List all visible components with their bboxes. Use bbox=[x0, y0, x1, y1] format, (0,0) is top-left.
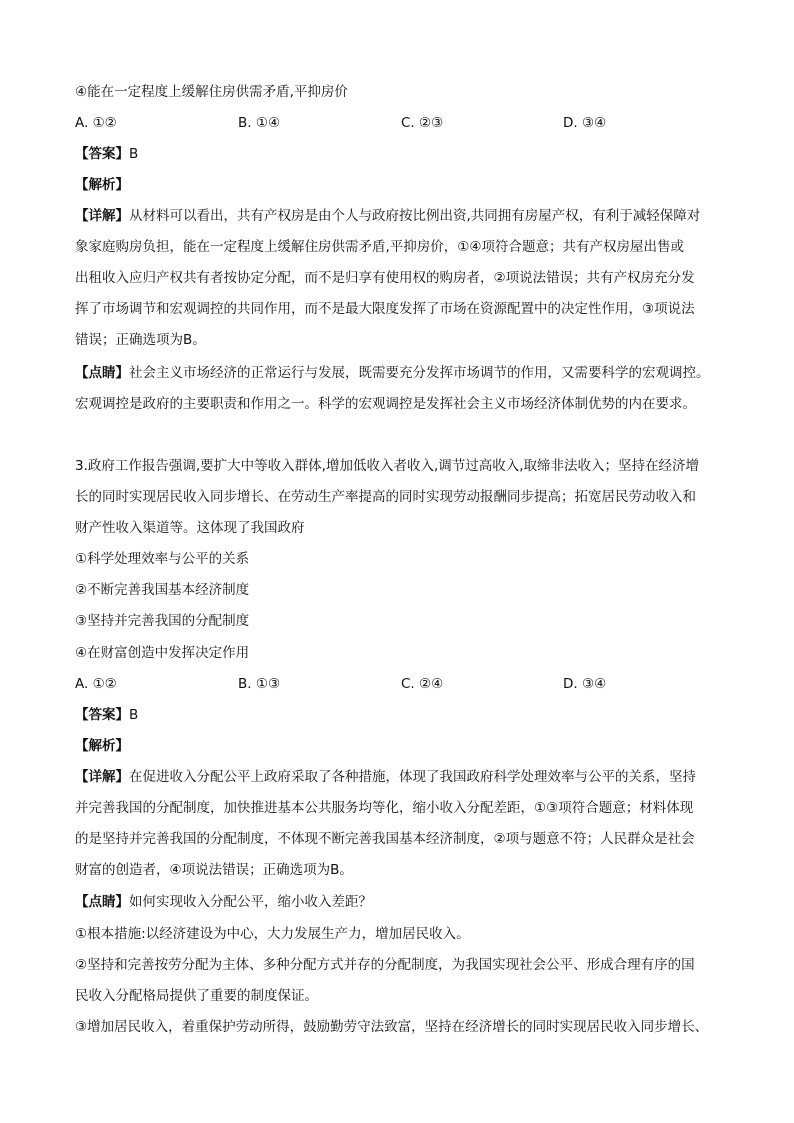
detail-tag: 【详解】 bbox=[75, 208, 129, 224]
q3-option-c: C. ②④ bbox=[401, 676, 444, 692]
q2-option-b: B. ①④ bbox=[238, 115, 281, 131]
q3-comment-line: 民收入分配格局提供了重要的制度保证。 bbox=[75, 988, 318, 1004]
q2-options bbox=[75, 113, 735, 133]
q3-options bbox=[75, 674, 735, 694]
q2-detail-line: 【详解】从材料可以看出，共有产权房是由个人与政府按比例出资,共同拥有房屋产权，有利于减轻保障对 bbox=[75, 208, 701, 224]
q3-stem-line: 财产性收入渠道等。这体现了我国政府 bbox=[75, 520, 305, 536]
answer-value: B bbox=[129, 707, 139, 723]
q2-answer bbox=[75, 144, 735, 164]
q3-stem-line: 3.政府工作报告强调,要扩大中等收入群体,增加低收入者收入,调节过高收入,取缔非法收入；坚持在经济增 bbox=[75, 458, 700, 474]
q3-comment-line: ③增加居民收入，着重保护劳动所得，鼓励勤劳守法致富，坚持在经济增长的同时实现居民收入同步增长、 bbox=[75, 1019, 709, 1035]
q3-statement: ②不断完善我国基本经济制度 bbox=[75, 582, 250, 598]
q3-option-b: B. ①③ bbox=[238, 676, 281, 692]
q3-comment-line: 【点睛】如何实现收入分配公平，缩小收入差距？ bbox=[75, 894, 372, 910]
q2-comment-line: 【点睛】社会主义市场经济的正常运行与发展，既需要充分发挥市场调节的作用，又需要科学的宏观调控。 bbox=[75, 365, 710, 381]
q2-detail-line: 象家庭购房负担，能在一定程度上缓解住房供需矛盾,平抑房价，①④项符合题意；共有产权房屋出售或 bbox=[75, 239, 684, 255]
q3-detail-line: 【详解】在促进收入分配公平上政府采取了各种措施，体现了我国政府科学处理效率与公平的关系，坚持 bbox=[75, 769, 696, 785]
q3-option-a: A. ①② bbox=[75, 676, 117, 692]
q3-detail-line: 并完善我国的分配制度，加快推进基本公共服务均等化，缩小收入分配差距，①③项符合题意；材料体现 bbox=[75, 800, 694, 816]
answer-tag: 【答案】 bbox=[75, 707, 129, 723]
q2-detail-line: 挥了市场调节和宏观调控的共同作用，而不是最大限度发挥了市场在资源配置中的决定性作用，③项说法 bbox=[75, 301, 695, 317]
q2-comment-line: 宏观调控是政府的主要职责和作用之一。科学的宏观调控是发挥社会主义市场经济体制优势的内在要求。 bbox=[75, 396, 696, 412]
q3-statement: ④在财富创造中发挥决定作用 bbox=[75, 645, 250, 661]
q2-analysis-title: 【解析】 bbox=[75, 177, 129, 193]
q3-detail-line: 财富的创造者，④项说法错误；正确选项为B。 bbox=[75, 862, 353, 878]
q2-option-c: C. ②③ bbox=[401, 115, 444, 131]
q2-detail-line: 错误；正确选项为B。 bbox=[75, 332, 206, 348]
q3-statement: ①科学处理效率与公平的关系 bbox=[75, 551, 250, 567]
q3-option-d: D. ③④ bbox=[563, 676, 607, 692]
q2-option-a: A. ①② bbox=[75, 115, 117, 131]
answer-value: B bbox=[129, 146, 139, 162]
q3-statement: ③坚持并完善我国的分配制度 bbox=[75, 613, 250, 629]
answer-tag: 【答案】 bbox=[75, 146, 129, 162]
comment-tag: 【点睛】 bbox=[75, 365, 129, 381]
q3-stem-line: 长的同时实现居民收入同步增长、在劳动生产率提高的同时实现劳动报酬同步提高；拓宽居民劳动收入和 bbox=[75, 489, 696, 505]
q2-statement-4: ④能在一定程度上缓解住房供需矛盾,平抑房价 bbox=[75, 84, 348, 100]
q3-analysis-title: 【解析】 bbox=[75, 738, 129, 754]
q3-detail-line: 的是坚持并完善我国的分配制度，不体现不断完善我国基本经济制度，②项与题意不符；人民群众是社会 bbox=[75, 831, 695, 847]
q2-detail-line: 出租收入应归产权共有者按协定分配，而不是归享有使用权的购房者，②项说法错误；共有产权房充分发 bbox=[75, 270, 695, 286]
q2-option-d: D. ③④ bbox=[563, 115, 607, 131]
q3-answer bbox=[75, 705, 735, 725]
detail-tag: 【详解】 bbox=[75, 769, 129, 785]
q3-comment-line: ②坚持和完善按劳分配为主体、多种分配方式并存的分配制度，为我国实现社会公平、形成合理有序的国 bbox=[75, 957, 695, 973]
comment-tag: 【点睛】 bbox=[75, 894, 129, 910]
q3-comment-line: ①根本措施:以经济建设为中心，大力发展生产力，增加居民收入。 bbox=[75, 926, 470, 942]
